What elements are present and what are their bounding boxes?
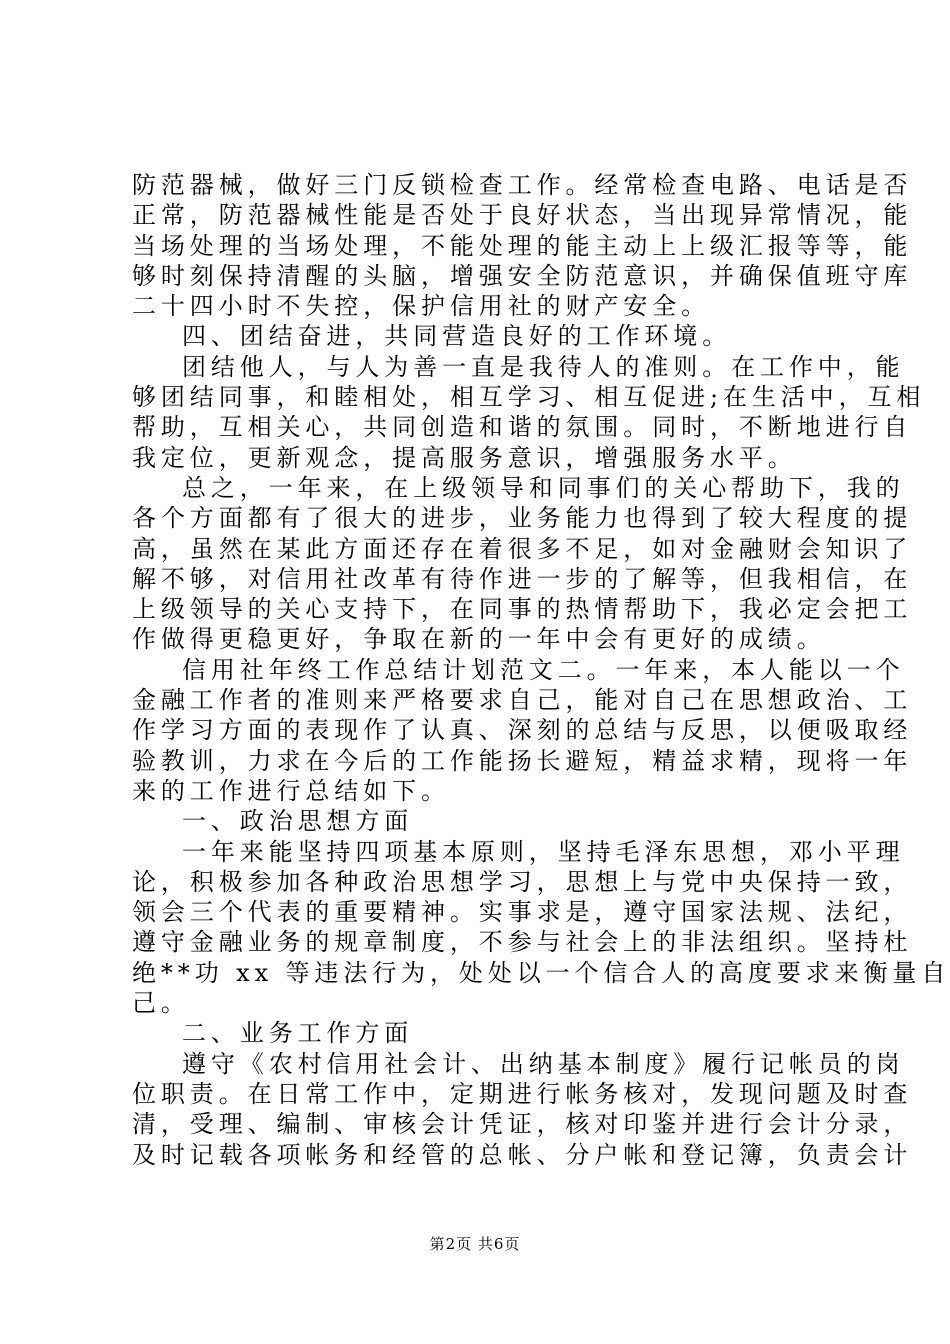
text-line: 金融工作者的准则来严格要求自己，能对自己在思想政治、工 xyxy=(132,686,913,715)
text-line: 四、团结奋进，共同营造良好的工作环境。 xyxy=(182,322,732,351)
page-footer: 第2页 共6页 xyxy=(429,1235,521,1253)
text-line: 领会三个代表的重要精神。实事求是，遵守国家法规、法纪， xyxy=(132,898,913,927)
text-line: 论，积极参加各种政治思想学习，思想上与党中央保持一致， xyxy=(132,867,913,896)
text-line: 己。 xyxy=(132,989,190,1018)
text-line: 清，受理、编制、审核会计凭证，核对印鉴并进行会计分录， xyxy=(132,1110,913,1139)
text-line: 绝**功 xx 等违法行为，处处以一个信合人的高度要求来衡量自 xyxy=(132,958,950,987)
text-line: 二、业务工作方面 xyxy=(182,1019,414,1048)
text-line: 当场处理的当场处理，不能处理的能主动上上级汇报等等，能 xyxy=(132,231,913,260)
text-line: 帮助，互相关心，共同创造和谐的氛围。同时，不断地进行自 xyxy=(132,413,913,442)
text-line: 二十四小时不失控，保护信用社的财产安全。 xyxy=(132,292,710,321)
text-line: 够团结同事，和睦相处，相互学习、相互促进;在生活中，互相 xyxy=(132,383,926,412)
text-line: 信用社年终工作总结计划范文二。一年来，本人能以一个 xyxy=(182,655,905,684)
text-line: 遵守金融业务的规章制度，不参与社会上的非法组织。坚持杜 xyxy=(132,928,913,957)
text-line: 解不够，对信用社改革有待作进一步的了解等，但我相信，在 xyxy=(132,564,913,593)
text-line: 防范器械，做好三门反锁检查工作。经常检查电路、电话是否 xyxy=(132,171,913,199)
text-line: 团结他人，与人为善一直是我待人的准则。在工作中，能 xyxy=(182,352,905,381)
text-line: 来的工作进行总结如下。 xyxy=(132,776,450,805)
text-line: 各个方面都有了很大的进步，业务能力也得到了较大程度的提 xyxy=(132,504,913,533)
text-line: 正常，防范器械性能是否处于良好状态，当出现异常情况，能 xyxy=(132,201,913,230)
text-line: 验教训，力求在今后的工作能扬长避短，精益求精，现将一年 xyxy=(132,746,913,775)
text-line: 位职责。在日常工作中，定期进行帐务核对，发现问题及时查 xyxy=(132,1079,913,1108)
text-line: 高，虽然在某此方面还存在着很多不足，如对金融财会知识了 xyxy=(132,534,913,563)
text-line: 够时刻保持清醒的头脑，增强安全防范意识，并确保值班守库 xyxy=(132,261,913,290)
text-line: 上级领导的关心支持下，在同事的热情帮助下，我必定会把工 xyxy=(132,595,913,624)
text-line: 及时记载各项帐务和经管的总帐、分户帐和登记簿，负责会计 xyxy=(132,1140,913,1169)
document-body xyxy=(132,170,950,1170)
text-line: 作学习方面的表现作了认真、深刻的总结与反思，以便吸取经 xyxy=(132,716,913,745)
text-line: 遵守《农村信用社会计、出纳基本制度》履行记帐员的岗 xyxy=(182,1049,905,1078)
text-line: 一、政治思想方面 xyxy=(182,807,414,836)
text-line: 总之，一年来，在上级领导和同事们的关心帮助下，我的 xyxy=(182,473,905,502)
text-line: 我定位，更新观念，提高服务意识，增强服务水平。 xyxy=(132,443,797,472)
text-line: 一年来能坚持四项基本原则，坚持毛泽东思想，邓小平理 xyxy=(182,837,905,866)
text-line: 作做得更稳更好，争取在新的一年中会有更好的成绩。 xyxy=(132,625,826,654)
